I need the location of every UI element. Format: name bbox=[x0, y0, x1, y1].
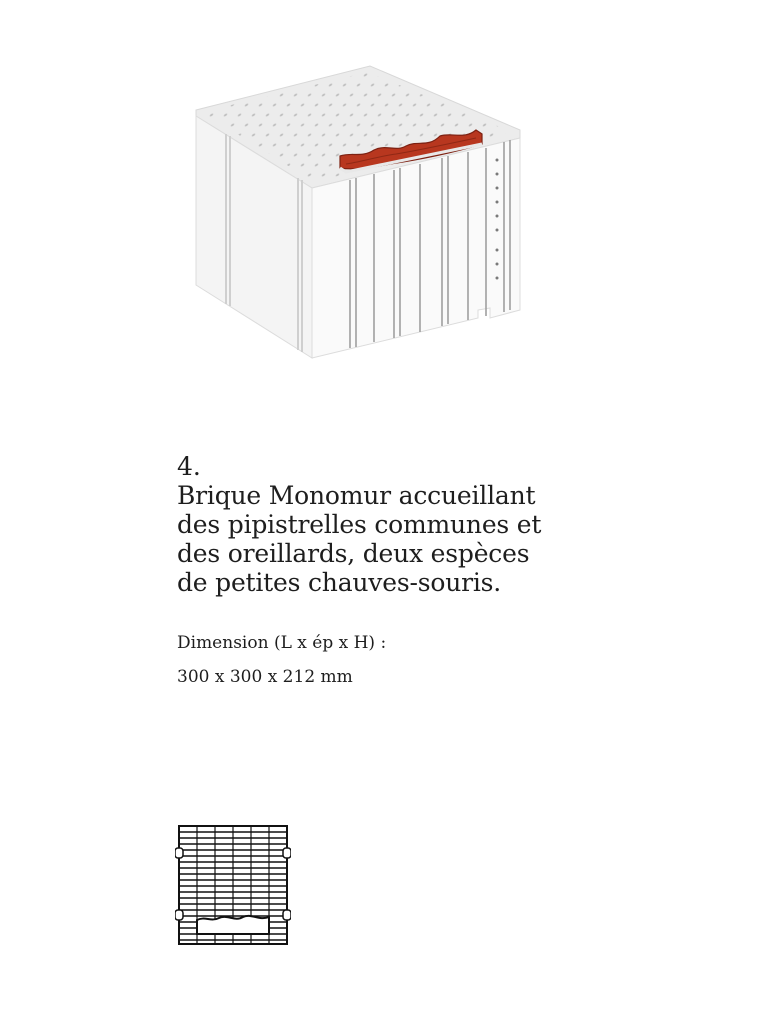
dimension-label: Dimension (L x ép x H) : bbox=[177, 633, 387, 653]
item-number: 4. bbox=[177, 452, 201, 481]
dimension-value: 300 x 300 x 212 mm bbox=[177, 667, 353, 687]
item-description: Brique Monomur accueillant des pipistrelles communes et des oreillards, deux espèces de petites chauves-souris. bbox=[177, 481, 542, 597]
brick-illustration bbox=[190, 60, 526, 360]
brick-section-plan bbox=[175, 822, 291, 948]
caption-block bbox=[177, 452, 657, 597]
